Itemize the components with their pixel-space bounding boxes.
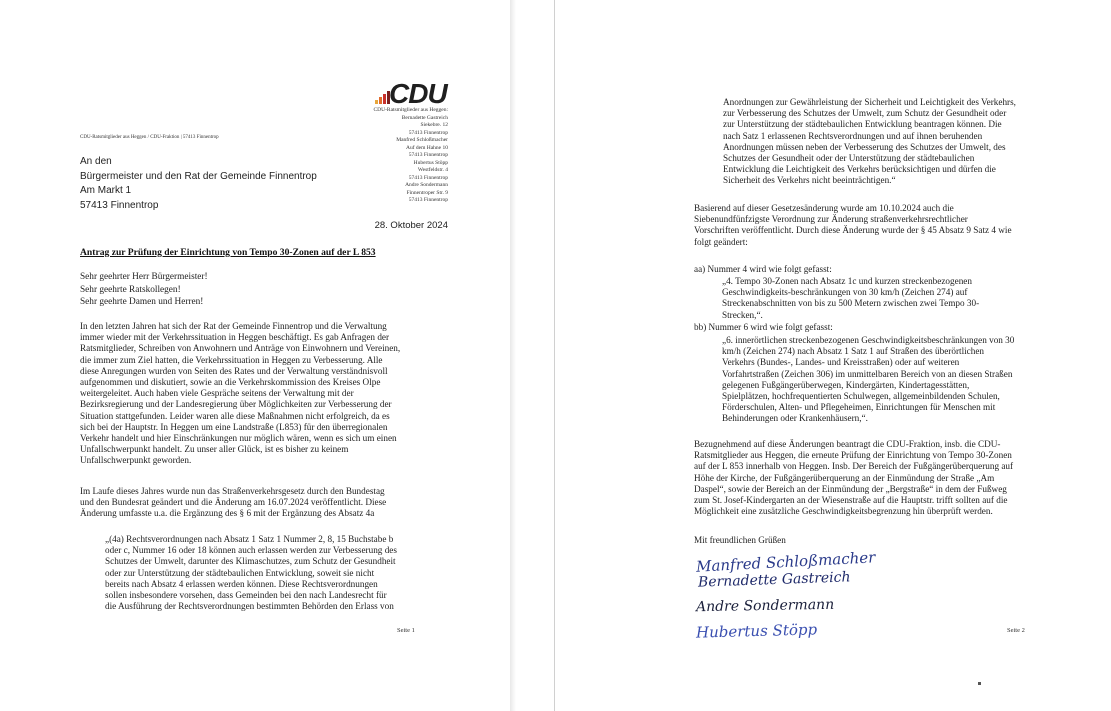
sender-line: Bernadette Gastreich: [401, 114, 448, 121]
text-line: „6. innerörtlichen streckenbezogenen Geschwindigkeitsbeschränkungen von 30: [722, 335, 1015, 345]
letter-page-2: [610, 0, 1111, 711]
text-line: Bezirksregierung und der Landesregierung über Möglichkeiten zur Verbesserung der: [80, 399, 392, 410]
text-line: folgt geändert:: [694, 236, 748, 247]
text-line: oder c, Nummer 16 oder 18 können auch erlassen werden zur Verbesserung des: [105, 545, 397, 556]
text-line: Vorfahrtstraßen (Zeichen 306) im unmittelbaren Bereich von an diesen Straßen: [722, 368, 1013, 379]
text-line: Förderschulen, Alten- und Pflegeheimen, Einrichtungen für Menschen mit: [722, 402, 996, 413]
text-line: Möglichkeit eine zusätzliche Geschwindigkeitsbegrenzung hin überprüft werden.: [694, 506, 993, 517]
item-bb-text: [722, 335, 1014, 425]
text-line: Vorschriften veröffentlicht. Durch diese Änderung wurde der § 45 Absatz 9 Satz 4 wie: [694, 225, 1012, 236]
text-line: die immer zum Ziel hatten, die Verkehrssituation in Heggen zu Verbesserung. Alle: [80, 354, 383, 365]
sender-line: 57413 Finnentrop: [408, 129, 448, 136]
sender-line: Finnentroper Str. 9: [406, 189, 448, 196]
text-line: sich bei der Hauptstr. In Heggen um eine Landstraße (L853) für den überregionalen: [80, 421, 388, 432]
text-line: Streckenabschnitten von bis zu 500 Metern zwischen zwei Tempo 30-: [722, 298, 980, 309]
sender-line: 57413 Finnentrop: [408, 197, 448, 203]
text-line: bereits nach Absatz 4 erlassen werden können. Diese Rechtsverordnungen: [105, 578, 378, 589]
text-line: sollen insbesondere vorsehen, dass Gemeinden bei den nach Landesrecht für: [105, 590, 387, 601]
text-line: Höhe der Kirche, der Fußgängerüberquerung an der Einmündung der Straße „Am: [694, 472, 995, 483]
signature-schlossmacher: Manfred Schloßmacher: [695, 548, 876, 576]
text-line: zur Unterstützung der städtebaulichen Entwicklung beantragen können. Die: [723, 119, 1002, 130]
salutation-line: Sehr geehrte Ratskollegen!: [80, 284, 181, 295]
address-line: 57413 Finnentrop: [80, 199, 159, 211]
letter-page-1: [0, 0, 502, 711]
text-line: Unfallschwerpunkt handelt. Zu unser aller Glück, ist es bisher zu keinem: [80, 444, 349, 455]
text-line: aufgenommen und diskutiert, sowie an die Verkehrskommission des Kreises Olpe: [80, 377, 381, 388]
sender-line: Westfeldstr. 4: [417, 167, 448, 173]
sender-line: Hubertus Stöpp: [413, 159, 448, 166]
text-line: Im Laufe dieses Jahres wurde nun das Straßenverkehrsgesetz durch den Bundestag: [80, 486, 385, 496]
text-line: Entwicklung die Leichtigkeit des Verkehrs berücksichtigen und dürfen die: [723, 164, 996, 175]
text-line: Situation stattgefunden. Leider waren alle diese Maßnahmen nicht erfolgreich, da es: [80, 410, 390, 421]
sender-line: Siekebre. 12: [420, 122, 448, 128]
address-line: An den: [80, 156, 112, 167]
page-edge-line: [554, 0, 555, 711]
body-paragraph-1: [80, 321, 400, 467]
sender-line: 57413 Finnentrop: [408, 152, 448, 158]
text-line: gelegenen Fußgängerüberwegen, Kindergärten, Kindertagesstätten,: [722, 379, 970, 390]
text-line: Daspel“, sowie der Bereich an der Einmündung der „Bergstraße“ in dem der Fußweg: [694, 483, 1007, 494]
text-line: aa) Nummer 4 wird wie folgt gefasst:: [694, 264, 832, 274]
signature-gastreich: Bernadette Gastreich: [697, 569, 851, 591]
text-line: zur Verbesserung des Schutzes der Umwelt, zum Schutz der Gesundheit oder: [723, 108, 1007, 119]
text-line: oder zur Unterstützung der städtebaulichen Entwicklung, soweit sie nicht: [105, 567, 375, 578]
text-line: Anordnungen müssen neben der Verbesserung des Schutzes der Umwelt, des: [723, 141, 1006, 152]
cdu-logo: [375, 78, 455, 109]
sender-line: Auf dem Hahne 10: [405, 144, 448, 151]
text-line: Mit freundlichen Grüßen: [694, 535, 786, 545]
letter-date: 28. Oktober 2024: [374, 220, 448, 231]
law-quote: [105, 534, 397, 612]
text-line: Verkehrs (Bundes-, Landes- und Kreisstraßen) oder auf weiteren: [722, 357, 960, 368]
text-line: die Ausführung der Rechtsverordnungen bestimmten Behörden den Erlass von: [105, 601, 394, 612]
page-gutter: [502, 0, 610, 711]
text-line: „(4a) Rechtsverordnungen nach Absatz 1 Satz 1 Nummer 2, 8, 15 Buchstabe b: [105, 534, 394, 544]
text-line: Strecken,“.: [722, 309, 763, 320]
sender-address-list: [330, 107, 448, 205]
text-line: Siebenundfünfzigste Verordnung zur Änderung straßenverkehrsrechtlicher: [694, 214, 968, 225]
text-line: Sicherheit des Verkehrs nicht beeinträchtigen.“: [723, 175, 896, 186]
text-line: Geschwindigkeits-beschränkungen von 30 km/h (Zeichen 274) auf: [722, 287, 968, 298]
text-line: diese Anregungen wurden von Seiten des Rates und der Verwaltung verständnisvoll: [80, 365, 388, 376]
letter-subject: Antrag zur Prüfung der Einrichtung von Tempo 30-Zonen auf der L 853: [80, 247, 376, 258]
text-line: Unfallschwerpunkt geworden.: [80, 455, 192, 466]
text-line: Ratsmitglieder, Schreiben von Anwohnern und Anträge von Einwohnern und Vereinen,: [80, 343, 401, 354]
text-line: Basierend auf dieser Gesetzesänderung wurde am 10.10.2024 auch die: [694, 203, 954, 213]
salutation-line: Sehr geehrter Herr Bürgermeister!: [80, 272, 208, 282]
text-line: Schutzes der Gesundheit oder der Unterstützung der städtebaulichen: [723, 153, 975, 164]
text-line: Anordnungen zur Gewährleistung der Sicherheit und Leichtigkeit des Verkehrs,: [723, 97, 1016, 107]
address-line: Bürgermeister und den Rat der Gemeinde Finnentrop: [80, 170, 317, 182]
text-line: weitergeleitet. Auch haben viele Gespräche seitens der Verwaltung mit der: [80, 388, 354, 399]
address-line: Am Markt 1: [80, 185, 132, 196]
text-line: zum St. Josef-Kindergarten an der Wiesenstraße auf die Hauptstr. trifft sollten auf die: [694, 495, 1008, 506]
item-aa-text: [722, 276, 979, 321]
text-line: auf der L 853 innerhalb von Heggen. Insb. Der Bereich der Fußgängerüberquerung auf: [694, 461, 1014, 472]
text-line: nach Satz 1 erlassenen Rechtsverordnungen und auf ihnen beruhenden: [723, 130, 983, 141]
text-line: Spielplätzen, hochfrequentierten Schulwegen, allgemeinbildenden Schulen,: [722, 391, 1000, 402]
return-address-line: CDU-Ratsmitglieder aus Heggen / CDU-Fraktion | 57413 Finnentrop: [80, 135, 219, 140]
text-line: bb) Nummer 6 wird wie folgt gefasst:: [694, 322, 833, 332]
text-line: Verkehr handelt und hier Einschränkungen nur möglich wären, wenn es sich um einen: [80, 433, 397, 444]
law-quote-continued: [723, 97, 1016, 187]
page-number: Seite 1: [397, 627, 415, 634]
page-edge-shadow: [510, 0, 516, 711]
basis-paragraph: [694, 203, 1012, 248]
text-line: In den letzten Jahren hat sich der Rat der Gemeinde Finnentrop und die Verwaltung: [80, 321, 387, 331]
item-aa-label: [694, 264, 832, 275]
sender-line: Manfred Schloßmacher: [396, 137, 448, 143]
text-line: Schutzes der Umwelt, darunter des Klimaschutzes, zum Schutz der Gesundheit: [105, 556, 396, 567]
signature-sondermann: Andre Sondermann: [695, 596, 835, 616]
text-line: Änderung umfasste u.a. die Ergänzung des § 6 mit der Ergänzung des Absatz 4a: [80, 508, 375, 519]
closing-phrase: [694, 535, 786, 546]
salutation: [80, 271, 208, 309]
sender-line: 57413 Finnentrop: [408, 174, 448, 181]
salutation-line: Sehr geehrte Damen und Herren!: [80, 297, 204, 308]
request-paragraph: [694, 439, 1013, 517]
page-number: Seite 2: [1007, 627, 1025, 634]
text-line: und den Bundesrat geändert und die Änderung am 16.07.2024 veröffentlicht. Diese: [80, 497, 387, 508]
recipient-address: [80, 155, 317, 213]
text-line: Behinderungen oder Krankenhäusern,“.: [722, 413, 868, 424]
text-line: immer wieder mit der Verkehrssituation in Heggen beschäftigt. Es gab Anfragen der: [80, 332, 390, 343]
scan-mark: [978, 682, 981, 685]
sender-line: CDU-Ratsmitglieder aus Heggen:: [373, 107, 448, 113]
item-bb-label: [694, 322, 833, 333]
text-line: km/h (Zeichen 274) nach Absatz 1 Satz 1 auf Straßen des überörtlichen: [722, 346, 985, 357]
text-line: Bezugnehmend auf diese Änderungen beantragt die CDU-Fraktion, insb. die CDU-: [694, 439, 1001, 449]
signature-stoepp: Hubertus Stöpp: [695, 620, 818, 642]
sender-line: Andre Sondermann: [405, 182, 448, 188]
text-line: „4. Tempo 30-Zonen nach Absatz 1c und kurzen streckenbezogenen: [722, 276, 972, 286]
logo-wordmark: CDU: [389, 78, 447, 109]
text-line: Ratsmitglieder aus Heggen, die erneute Prüfung der Einrichtung von Tempo 30-Zonen: [694, 450, 1012, 461]
body-paragraph-2: [80, 486, 386, 520]
